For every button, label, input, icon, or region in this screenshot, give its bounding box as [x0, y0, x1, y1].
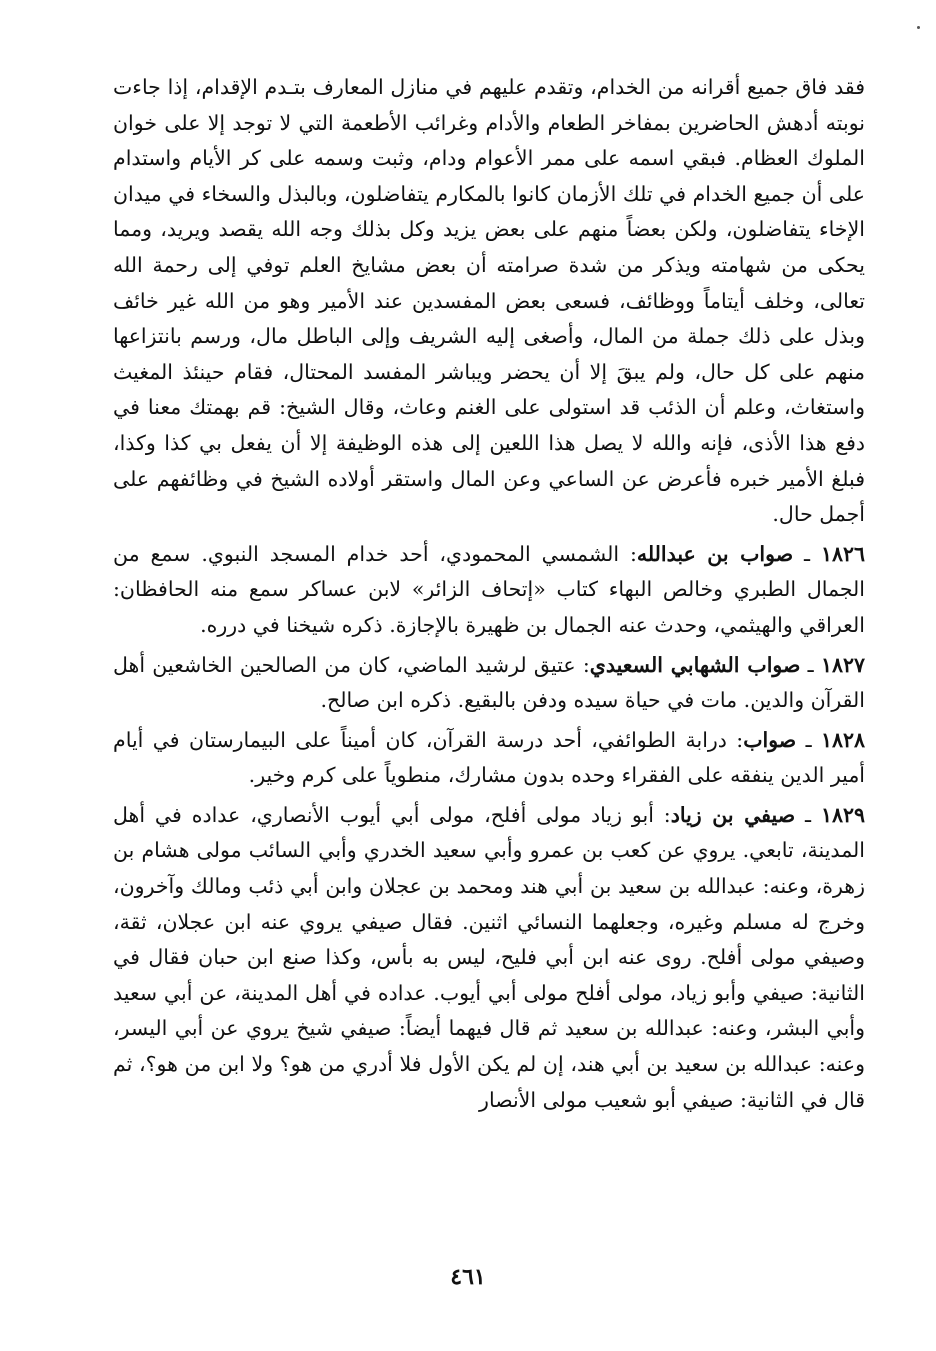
entry-name: صيفي بن زياد — [670, 802, 796, 827]
entry-number: ١٨٢٦ — [820, 541, 865, 566]
entry-text: : أبو زياد مولى أفلح، مولى أبي أيوب الأنصاري، عداده في أهل المدينة، تابعي. يروي عن كعب بن عمرو وأبي سعيد الخدري وأبي السائب مولى هشام بن زهرة، وعنه: عبدالله بن سعيد بن أبي هند ومحمد بن عجلان وابن أبي ذئب ومالك وآخرون، وخرج له مسلم وغيره، وجعلهما النسائي اثنين. فقال صيفي يروي عنه ابن عجلان، ثقة، وصيفي مولى أفلح. روى عنه ابن أبي فليح، ليس به بأس، وكذا صنع ابن حبان فقال في الثانية: صيفي وأبو زياد، مولى أفلح مولى أبي أيوب. عداده في أهل المدينة، عن أبي سعيد وأبي البشر، وعنه: عبدالله بن سعيد ثم قال فيهما أيضاً: صيفي شيخ يروي عن أبي اليسر، وعنه: عبدالله بن سعيد بن أبي هند، إن لم يكن الأول فلا أدري من هو؟ ولا ابن من هو؟، ثم قال في الثانية: صيفي أبو شعيب مولى الأنصار — [113, 802, 865, 1112]
entry-1827 — [113, 648, 865, 719]
entry-text: : درابة الطوائفي، أحد درسة القرآن، كان أميناً على البيمارستان في أيام أمير الدين ينفقه على الفقراء وحده بدون مشارك، منطوياً على كرم وخير. — [113, 727, 865, 788]
entry-separator: ـ — [796, 727, 821, 752]
entry-number: ١٨٢٧ — [820, 652, 865, 677]
entry-1829 — [113, 798, 865, 1118]
entry-text: : عتيق لرشيد الماضي، كان من الصالحين الخاشعين أهل القرآن والدين. مات في حياة سيده ودفن بالبقيع. ذكره ابن صالح. — [113, 652, 865, 713]
entry-1826 — [113, 537, 865, 644]
entry-text: : الشمسي المحمودي، أحد خدام المسجد النبوي. سمع من الجمال الطبري وخالص البهاء كتاب «إتحاف الزائر» لابن عساكر سمع منه الحافظان: العراقي والهيثمي، وحدث عنه الجمال بن ظهيرة بالإجازة. ذكره شيخنا في درره. — [113, 541, 865, 637]
continuation-paragraph — [113, 70, 865, 533]
entry-number: ١٨٢٩ — [820, 802, 865, 827]
scan-speck — [917, 26, 920, 29]
entry-number: ١٨٢٨ — [820, 727, 865, 752]
main-text-block — [113, 70, 865, 1118]
paragraph-text: فقد فاق جميع أقرانه من الخدام، وتقدم عليهم في منازل المعارف بتـدم الإقدام، إذا جاءت نوبته أدهش الحاضرين بمفاخر الطعام والأدام وغرائب الأطعمة التي لا توجد إلا على خوان الملوك العظام. فبقي اسمه على ممر الأعوام ودام، وثبت وسمه على كر الأيام واستدام على أن جميع الخدام في تلك الأزمان كانوا بالمكارم يتفاضلون، وبالبذل والسخاء في ميدان الإخاء يتفاضلون، ولكن بعضاً منهم على بعض يزيد وكل بذلك وجه الله يقصد ويريد، ومما يحكى من شهامته ويذكر من شدة صرامته أن بعض مشايخ العلم توفي إلى رحمة الله تعالى، وخلف أيتاماً ووظائف، فسعى بعض المفسدين عند الأمير وهو من الله غير خائف وبذل على ذلك جملة من المال، وأصغى إليه الشريف وإلى الباطل مال، ورسم بانتزاعها منهم على كل حال، ولم يبقَ إلا أن يحضر ويباشر المفسد المحتال، فقام حينئذ المغيث واستغاث، وعلم أن الذئب قد استولى على الغنم وعاث، وقال الشيخ: قم بهمتك معنا في دفع هذا الأذى، فإنه والله لا يصل هذا اللعين إلى هذه الوظيفة إلا أن يفعل بي كذا وكذا، فبلغ الأمير خبره فأعرض عن الساعي وعن المال واستقر أولاده الشيخ في وظائفهم على أجمل حال. — [113, 75, 865, 527]
entry-name: صواب — [743, 727, 797, 752]
page-number: ٤٦١ — [450, 1264, 486, 1290]
entry-separator: ـ — [800, 652, 821, 677]
entry-1828 — [113, 723, 865, 794]
entry-separator: ـ — [795, 802, 821, 827]
entry-separator: ـ — [793, 541, 821, 566]
entry-name: صواب بن عبدالله — [636, 541, 794, 566]
entry-name: صواب الشهابي السعيدي — [589, 652, 801, 677]
